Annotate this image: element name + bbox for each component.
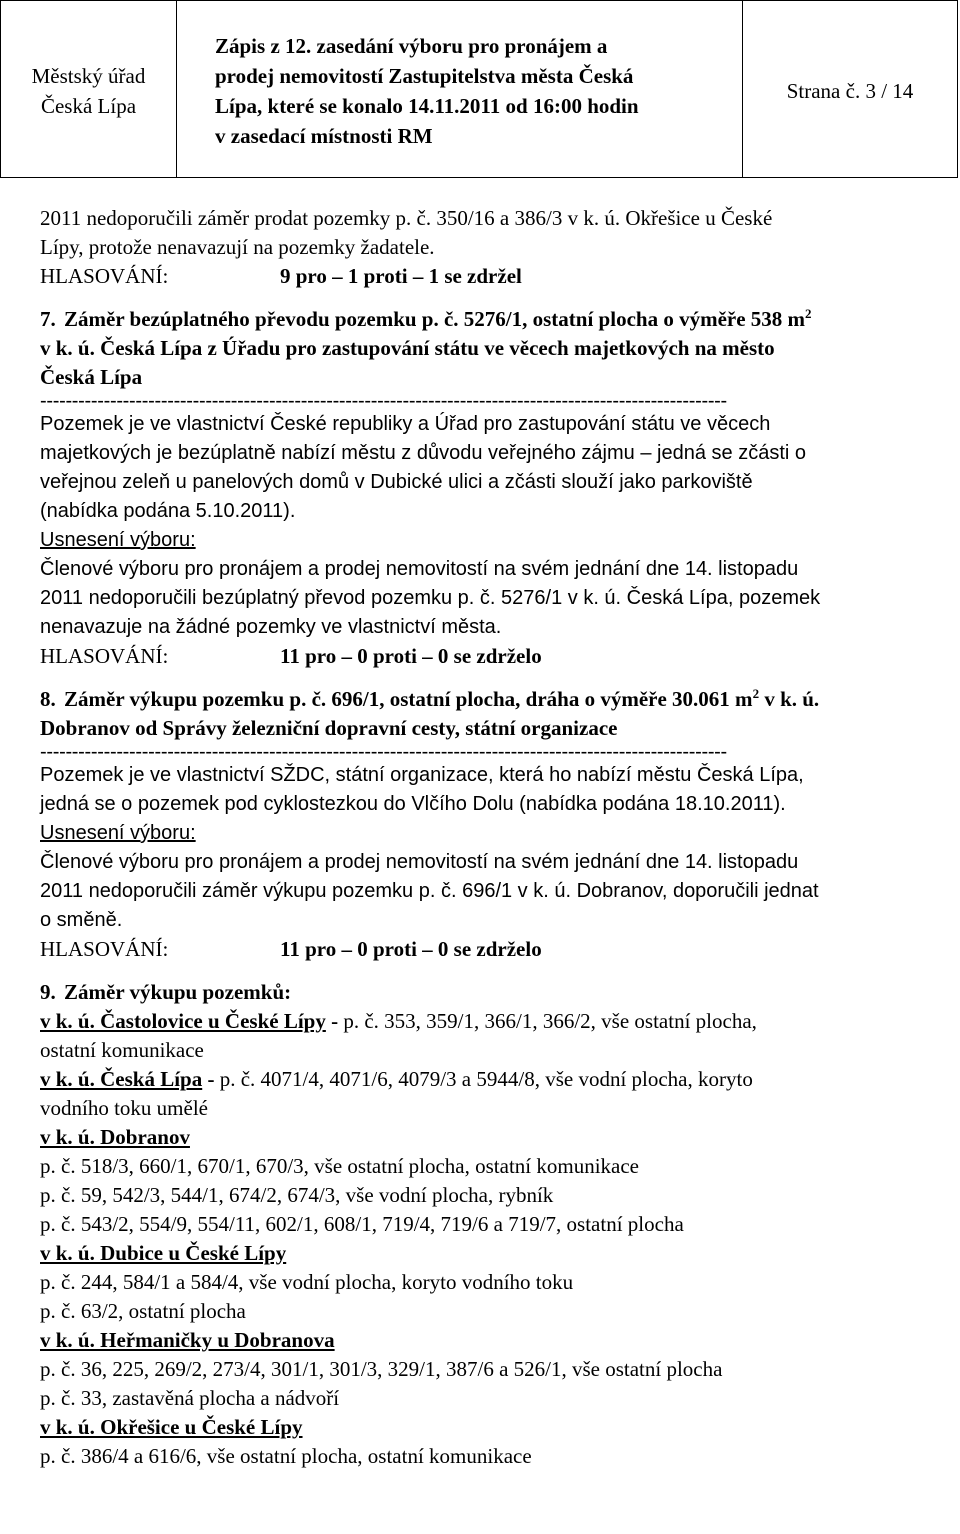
resolution-label: Usnesení výboru:	[40, 529, 196, 551]
paragraph-line: 2011 nedoporučili záměr výkupu pozemku p. č. 696/1 v k. ú. Dobranov, doporučili jednat	[40, 880, 819, 902]
item-title: Záměr bezúplatného převodu pozemku p. č. 5276/1, ostatní plocha o výměře 538 m	[64, 307, 806, 331]
item-title: Záměr výkupu pozemku p. č. 696/1, ostatní plocha, dráha o výměře 30.061 m	[64, 687, 753, 711]
title-line: prodej nemovitostí Zastupitelstva města Česká	[215, 64, 634, 88]
cadastre-label: v k. ú. Česká Lípa	[40, 1067, 203, 1091]
parcel-text: p. č. 4071/4, 4071/6, 4079/3 a 5944/8, vše vodní plocha, koryto	[219, 1067, 753, 1091]
parcel-line: p. č. 59, 542/3, 544/1, 674/2, 674/3, vše vodní plocha, rybník	[40, 1183, 554, 1207]
cadastre-line	[40, 1007, 940, 1036]
document-body	[40, 204, 940, 1471]
paragraph-line: o směně.	[40, 909, 123, 931]
vote-label: HLASOVÁNÍ:	[40, 264, 169, 288]
item-title-end: v k. ú.	[759, 687, 820, 711]
paragraph-line: jedná se o pozemek pod cyklostezkou do Vlčího Dolu (nabídka podána 18.10.2011).	[40, 793, 786, 815]
paragraph-line: Členové výboru pro pronájem a prodej nemovitostí na svém jednání dne 14. listopadu	[40, 851, 799, 873]
page-header	[0, 0, 958, 178]
item-number: 9.	[40, 980, 56, 1004]
item-number: 8.	[40, 687, 56, 711]
item-title-line: v k. ú. Česká Lípa z Úřadu pro zastupování státu ve věcech majetkových na město	[40, 336, 775, 360]
paragraph-line: 2011 nedoporučili bezúplatný převod pozemku p. č. 5276/1 v k. ú. Česká Lípa, pozemek	[40, 587, 821, 609]
paragraph-line: (nabídka podána 5.10.2011).	[40, 500, 296, 522]
parcel-line: p. č. 36, 225, 269/2, 273/4, 301/1, 301/3, 329/1, 387/6 a 526/1, vše ostatní plocha	[40, 1357, 723, 1381]
separator: -	[202, 1067, 220, 1091]
parcel-text: p. č. 353, 359/1, 366/1, 366/2, vše ostatní plocha,	[343, 1009, 757, 1033]
office-name: Městský úřad	[31, 64, 146, 88]
document-title	[177, 1, 743, 177]
parcel-line: p. č. 33, zastavěná plocha a nádvoří	[40, 1386, 340, 1410]
vote-label: HLASOVÁNÍ:	[40, 937, 169, 961]
vote-line	[40, 262, 940, 291]
parcel-line: p. č. 244, 584/1 a 584/4, vše vodní plocha, koryto vodního toku	[40, 1270, 574, 1294]
vote-line	[40, 642, 940, 671]
title-line: Lípa, které se konalo 14.11.2011 od 16:00 hodin	[215, 94, 639, 118]
cadastre-label: v k. ú. Častolovice u České Lípy	[40, 1009, 326, 1033]
dash-separator: ------------------------------------------------------------------------------------------------------------	[40, 392, 727, 410]
superscript: 2	[805, 306, 812, 321]
office-city: Česká Lípa	[40, 94, 137, 118]
parcel-line: p. č. 386/4 a 616/6, vše ostatní plocha, ostatní komunikace	[40, 1444, 532, 1468]
parcel-line: p. č. 518/3, 660/1, 670/1, 670/3, vše ostatní plocha, ostatní komunikace	[40, 1154, 640, 1178]
parcel-line: p. č. 63/2, ostatní plocha	[40, 1299, 246, 1323]
item-9-heading	[40, 978, 940, 1007]
dash-separator: ------------------------------------------------------------------------------------------------------------	[40, 743, 727, 761]
item-8-heading	[40, 685, 940, 714]
vote-result: 11 pro – 0 proti – 0 se zdrželo	[280, 644, 542, 668]
vote-line	[40, 935, 940, 964]
cadastre-label: v k. ú. Okřešice u České Lípy	[40, 1415, 303, 1439]
paragraph-line: 2011 nedoporučili záměr prodat pozemky p. č. 350/16 a 386/3 v k. ú. Okřešice u České	[40, 206, 773, 230]
paragraph-line: Pozemek je ve vlastnictví SŽDC, státní organizace, která ho nabízí městu Česká Lípa,	[40, 764, 804, 786]
parcel-line: vodního toku umělé	[40, 1096, 208, 1120]
superscript: 2	[752, 686, 760, 701]
cadastre-label: v k. ú. Heřmaničky u Dobranova	[40, 1328, 335, 1352]
page-number: Strana č. 3 / 14	[786, 78, 914, 103]
parcel-line: ostatní komunikace	[40, 1038, 204, 1062]
office-cell	[1, 1, 177, 177]
item-title-line: Česká Lípa	[40, 365, 143, 389]
cadastre-line	[40, 1065, 940, 1094]
paragraph-line: Lípy, protože nenavazují na pozemky žadatele.	[40, 235, 435, 259]
resolution-label: Usnesení výboru:	[40, 822, 196, 844]
title-line: Zápis z 12. zasedání výboru pro pronájem a	[215, 34, 608, 58]
paragraph-line: majetkových je bezúplatně nabízí městu z důvodu veřejného zájmu – jedná se zčásti o	[40, 442, 806, 464]
item-title-line: Dobranov od Správy železniční dopravní cesty, státní organizace	[40, 716, 618, 740]
title-line: v zasedací místnosti RM	[215, 124, 433, 148]
item-title: Záměr výkupu pozemků:	[64, 980, 292, 1004]
vote-result: 11 pro – 0 proti – 0 se zdrželo	[280, 937, 542, 961]
paragraph-line: Členové výboru pro pronájem a prodej nemovitostí na svém jednání dne 14. listopadu	[40, 558, 799, 580]
cadastre-label: v k. ú. Dobranov	[40, 1125, 190, 1149]
separator: -	[325, 1009, 344, 1033]
vote-result: 9 pro – 1 proti – 1 se zdržel	[280, 264, 522, 288]
page-number-cell	[743, 1, 957, 177]
vote-label: HLASOVÁNÍ:	[40, 644, 169, 668]
paragraph-line: nenavazuje na žádné pozemky ve vlastnictví města.	[40, 616, 502, 638]
parcel-line: p. č. 543/2, 554/9, 554/11, 602/1, 608/1, 719/4, 719/6 a 719/7, ostatní plocha	[40, 1212, 684, 1236]
item-number: 7.	[40, 307, 56, 331]
paragraph-line: veřejnou zeleň u panelových domů v Dubické ulici a zčásti slouží jako parkoviště	[40, 471, 753, 493]
item-7-heading	[40, 305, 940, 334]
cadastre-label: v k. ú. Dubice u České Lípy	[40, 1241, 287, 1265]
paragraph-line: Pozemek je ve vlastnictví České republiky a Úřad pro zastupování státu ve věcech	[40, 413, 771, 435]
